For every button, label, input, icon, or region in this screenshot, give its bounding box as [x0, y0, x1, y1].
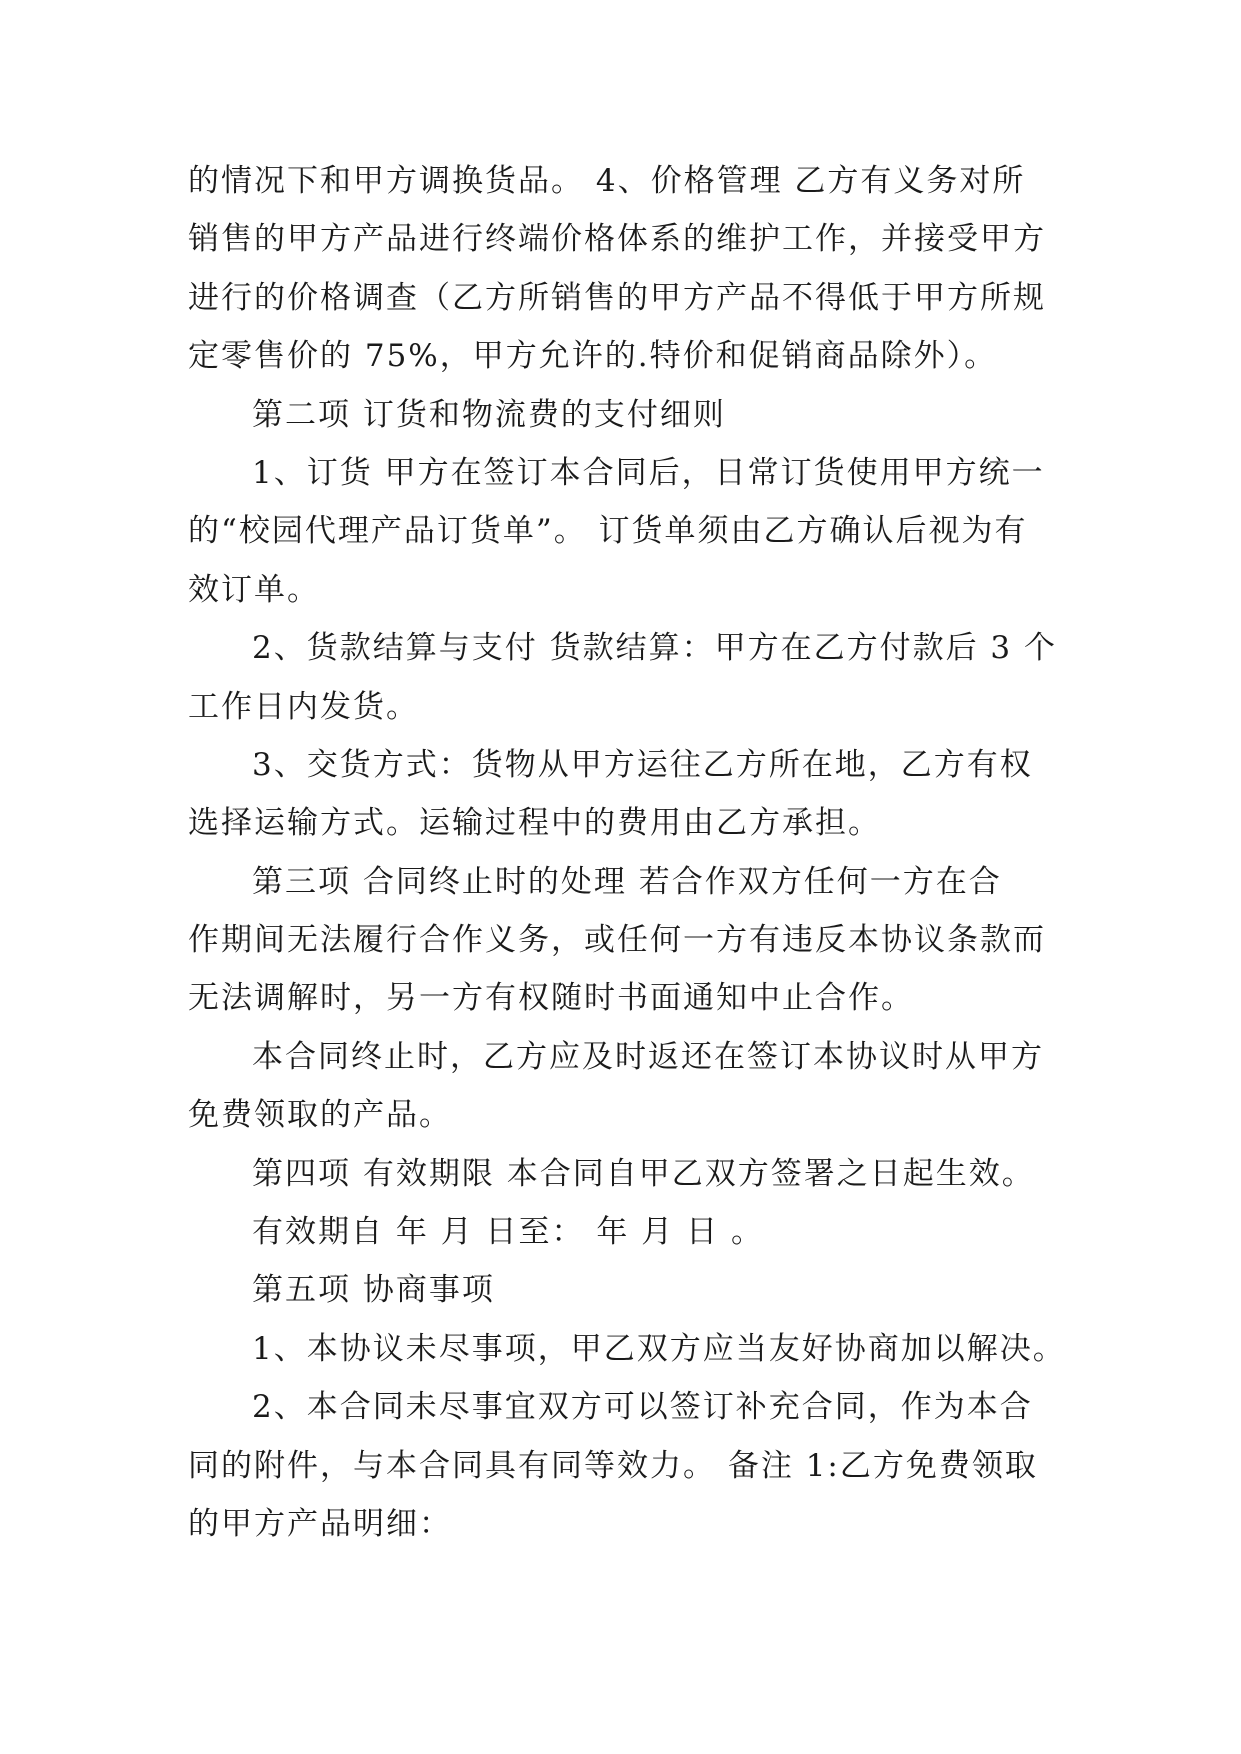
section-heading: 第五项 协商事项 — [252, 1272, 495, 1309]
section-heading: 第二项 订货和物流费的支付细则 — [252, 396, 726, 433]
text-line: 本合同终止时，乙方应及时返还在签订本协议时从甲方 — [252, 1038, 1044, 1075]
section-heading: 第四项 有效期限 本合同自甲乙双方签署之日起生效。 — [252, 1155, 1035, 1192]
text-line: 2、货款结算与支付 货款结算：甲方在乙方付款后 3 个 — [252, 630, 1058, 667]
text-line: 免费领取的产品。 — [188, 1097, 452, 1134]
text-line: 的情况下和甲方调换货品。 4、价格管理 乙方有义务对所 — [188, 163, 1026, 199]
text-line: 无法调解时，另一方有权随时书面通知中止合作。 — [188, 980, 914, 1017]
text-line: 效订单。 — [188, 571, 320, 608]
text-line: 3、交货方式：货物从甲方运往乙方所在地，乙方有权 — [252, 746, 1033, 783]
text-line: 作期间无法履行合作义务，或任何一方有违反本协议条款而 — [188, 922, 1046, 959]
text-line: 销售的甲方产品进行终端价格体系的维护工作，并接受甲方 — [188, 221, 1046, 258]
text-line: 选择运输方式。运输过程中的费用由乙方承担。 — [188, 805, 881, 842]
text-line: 定零售价的 75%，甲方允许的.特价和促销商品除外）。 — [188, 338, 998, 375]
text-line: 1、订货 甲方在签订本合同后，日常订货使用甲方统一 — [252, 454, 1045, 491]
text-line: 有效期自 年 月 日至： 年 月 日 。 — [252, 1214, 764, 1251]
text-line: 2、本合同未尽事宜双方可以签订补充合同，作为本合 — [252, 1389, 1033, 1426]
text-line: 1、本协议未尽事项，甲乙双方应当友好协商加以解决。 — [252, 1330, 1066, 1367]
section-heading: 第三项 合同终止时的处理 若合作双方任何一方在合 — [252, 863, 1002, 900]
text-line: 的甲方产品明细： — [188, 1505, 452, 1542]
text-line: 进行的价格调查（乙方所销售的甲方产品不得低于甲方所规 — [188, 279, 1046, 316]
text-line: 工作日内发货。 — [188, 688, 419, 725]
document-body — [188, 152, 1068, 1553]
text-line: 的“校园代理产品订货单”。 订货单须由乙方确认后视为有 — [188, 513, 1028, 550]
text-line: 同的附件，与本合同具有同等效力。 备注 1:乙方免费领取 — [188, 1447, 1038, 1484]
